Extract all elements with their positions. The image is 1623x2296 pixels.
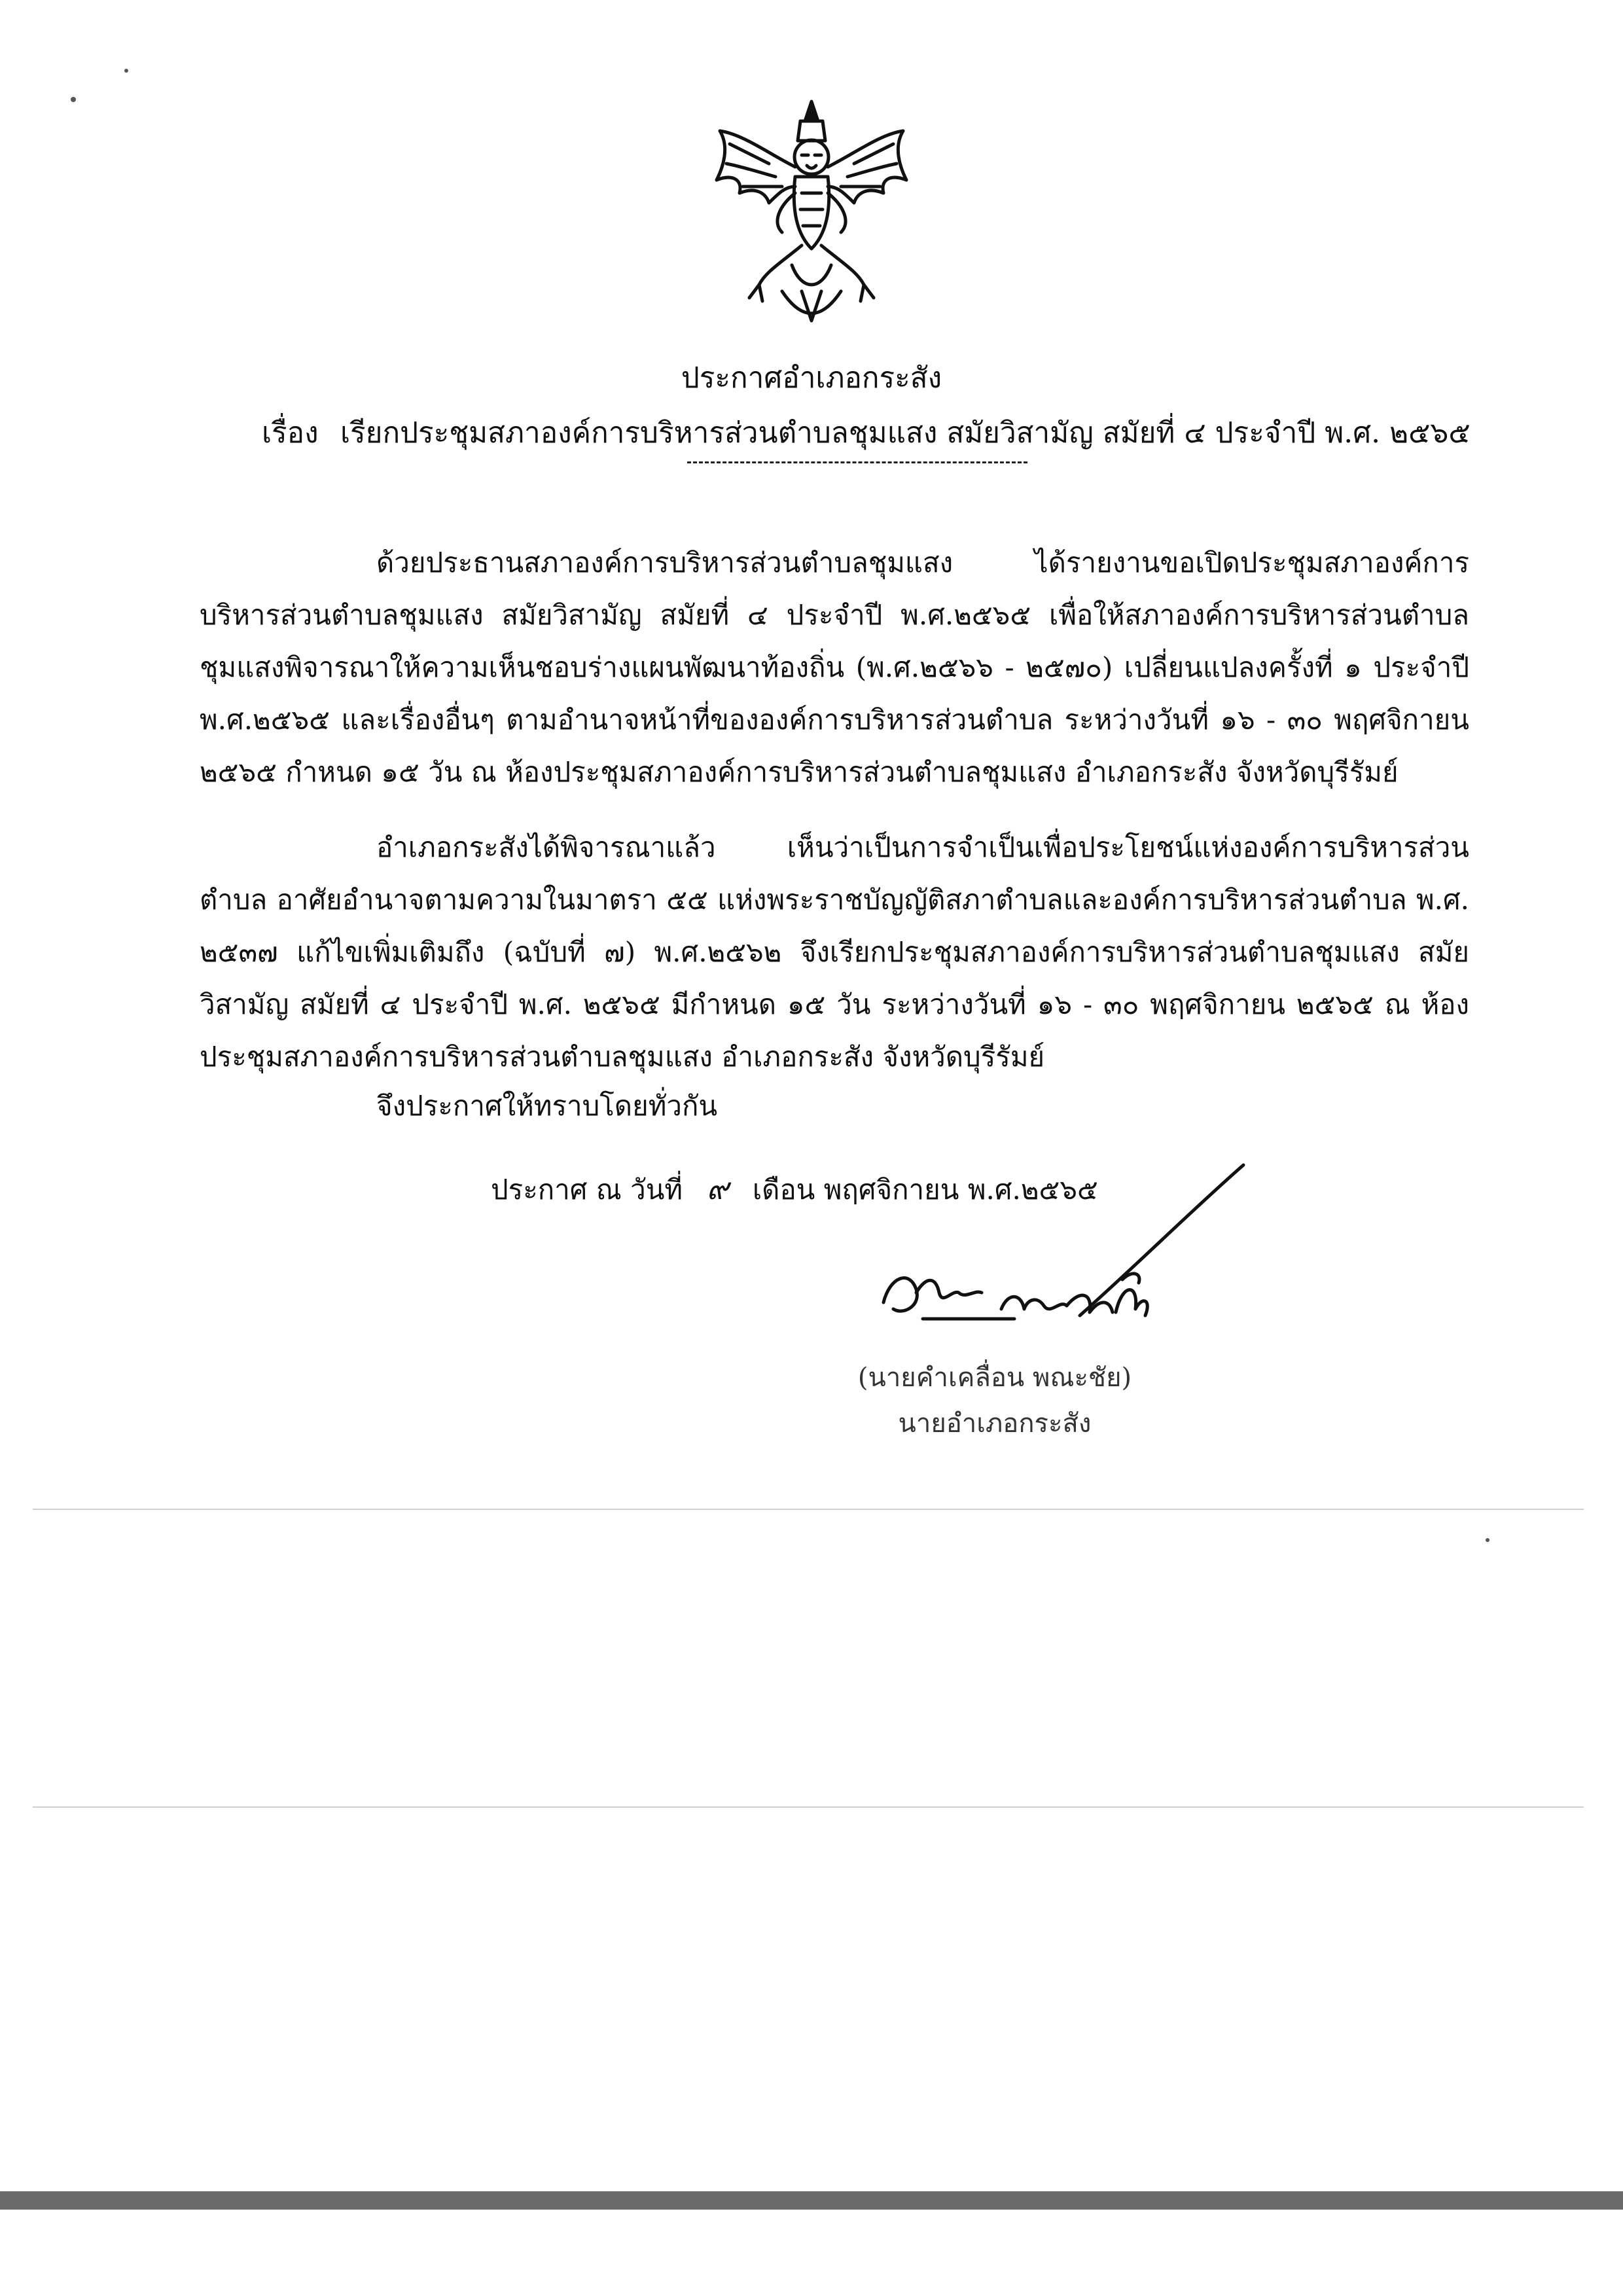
scan-artifact-line	[33, 1806, 1584, 1808]
scan-speck	[1486, 1538, 1489, 1542]
closing-announcement: จึงประกาศให้ทราบโดยทั่วกัน	[376, 1090, 718, 1122]
garuda-emblem-icon	[704, 95, 919, 331]
separator-dashes	[687, 461, 1027, 463]
scan-artifact-band	[0, 2191, 1623, 2210]
document-title: ประกาศอำเภอกระสัง	[681, 361, 942, 395]
subject-text: เรียกประชุมสภาองค์การบริหารส่วนตำบลชุมแสง สมัยวิสามัญ สมัยที่ ๔ ประจำปี พ.ศ. ๒๕๖๕	[340, 416, 1471, 450]
date-prefix: ประกาศ ณ วันที่	[491, 1174, 683, 1206]
body-paragraph-2: อำเภอกระสังได้พิจารณาแล้ว เห็นว่าเป็นการจำเป็นเพื่อประโยชน์แห่งองค์การบริหารส่วนตำบล อาศัยอำนาจตามความในมาตรา ๕๕ แห่งพระราชบัญญัติสภาตำบลและองค์การบริหารส่วนตำบล พ.ศ. ๒๕๓๗ แก้ไขเพิ่มเติมถึง (ฉบับที่ ๗) พ.ศ.๒๕๖๒ จึงเรียกประชุมสภาองค์การบริหารส่วนตำบลชุมแสง สมัยวิสามัญ สมัยที่ ๔ ประจำปี พ.ศ. ๒๕๖๕ มีกำหนด ๑๕ วัน ระหว่างวันที่ ๑๖ - ๓๐ พฤศจิกายน ๒๕๖๕ ณ ห้องประชุมสภาองค์การบริหารส่วนตำบลชุมแสง อำเภอกระสัง จังหวัดบุรีรัมย์	[200, 831, 1469, 1073]
scan-speck	[71, 97, 76, 102]
handwritten-signature	[864, 1152, 1270, 1361]
scan-artifact-line	[33, 1509, 1584, 1510]
signatory-position: นายอำเภอกระสัง	[898, 1408, 1092, 1439]
date-day-handwritten: ๙	[706, 1171, 729, 1206]
signatory-name: (นายคำเคลื่อน พณะชัย)	[857, 1363, 1132, 1393]
subject-line	[262, 414, 1505, 453]
body-paragraph-1: ด้วยประธานสภาองค์การบริหารส่วนตำบลชุมแสง ได้รายงานขอเปิดประชุมสภาองค์การบริหารส่วนตำบลชุมแสง สมัยวิสามัญ สมัยที่ ๔ ประจำปี พ.ศ.๒๕๖๕ เพื่อให้สภาองค์การบริหารส่วนตำบลชุมแสงพิจารณาให้ความเห็นชอบร่างแผนพัฒนาท้องถิ่น (พ.ศ.๒๕๖๖ - ๒๕๗๐) เปลี่ยนแปลงครั้งที่ ๑ ประจำปี พ.ศ.๒๕๖๕ และเรื่องอื่นๆ ตามอำนาจหน้าที่ขององค์การบริหารส่วนตำบล ระหว่างวันที่ ๑๖ - ๓๐ พฤศจิกายน ๒๕๖๕ กำหนด ๑๕ วัน ณ ห้องประชุมสภาองค์การบริหารส่วนตำบลชุมแสง อำเภอกระสัง จังหวัดบุรีรัมย์	[200, 547, 1469, 788]
subject-label: เรื่อง	[262, 416, 319, 450]
date-suffix: เดือน พฤศจิกายน พ.ศ.๒๕๖๕	[752, 1174, 1098, 1206]
scan-speck	[124, 69, 128, 73]
